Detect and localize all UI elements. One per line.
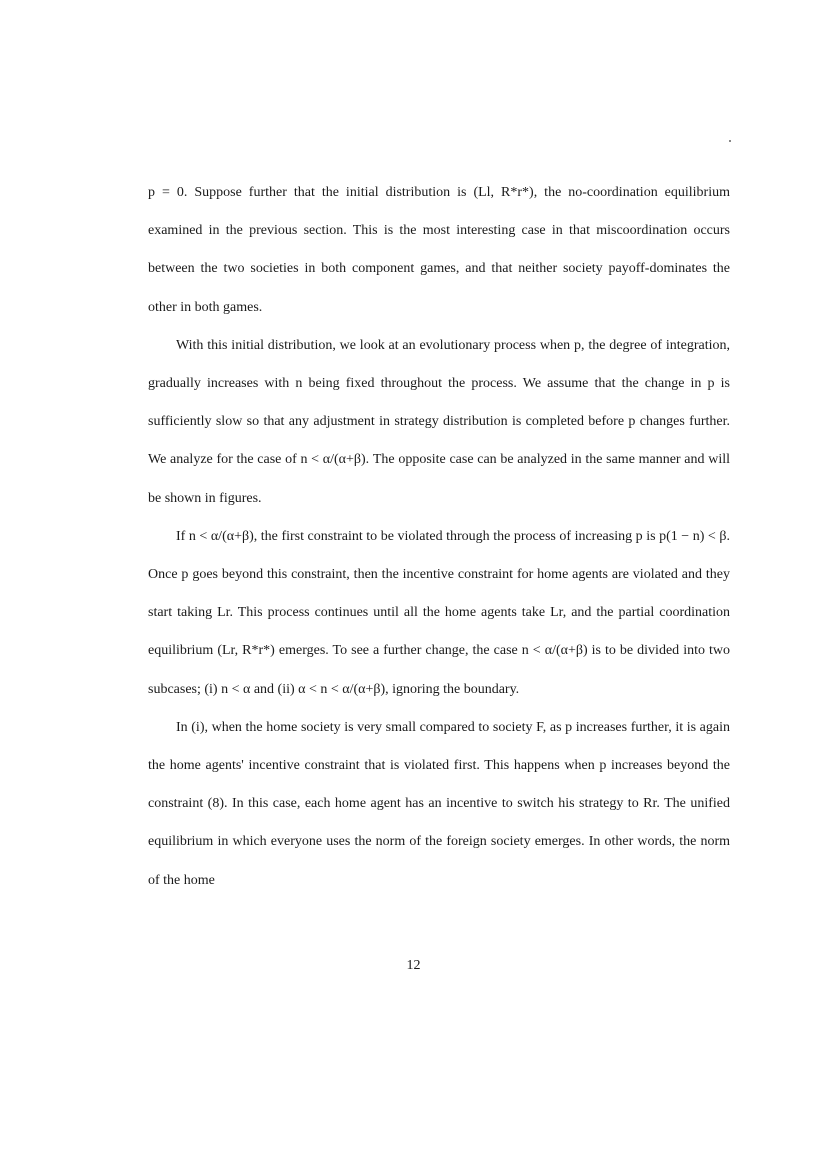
paragraph-2: With this initial distribution, we look at an evolutionary process when p, the degree of integration, gradually increases with n being fixed throughout the process. We assume that the change in p is sufficiently slow so that any adjustment in strategy distribution is completed before p changes further. We analyze for the case of n < α/(α+β). The opposite case can be analyzed in the same manner and will be shown in figures. <box>148 337 730 506</box>
paragraph-3: If n < α/(α+β), the first constraint to be violated through the process of increasing p is p(1 − n) < β. Once p goes beyond this constraint, then the incentive constraint for home agents are violated and they start taking Lr. This process continues until all the home agents take Lr, and the partial coordination equilibrium (Lr, R*r*) emerges. To see a further change, the case n < α/(α+β) is to be divided into two subcases; (i) n < α and (ii) α < n < α/(α+β), ignoring the boundary. <box>148 528 730 697</box>
scan-speck <box>729 140 731 142</box>
paragraph-1: p = 0. Suppose further that the initial distribution is (Ll, R*r*), the no-coordination equilibrium examined in the previous section. This is the most interesting case in that miscoordination occurs between the two societies in both component games, and that neither society payoff-dominates the other in both games. <box>148 185 730 315</box>
body-text <box>148 174 730 900</box>
paragraph-4: In (i), when the home society is very small compared to society F, as p increases further, it is again the home agents' incentive constraint that is violated first. This happens when p increases beyond the constraint (8). In this case, each home agent has an incentive to switch his strategy to Rr. The unified equilibrium in which everyone uses the norm of the foreign society emerges. In other words, the norm of the home <box>148 719 730 888</box>
page-number: 12 <box>406 958 421 973</box>
